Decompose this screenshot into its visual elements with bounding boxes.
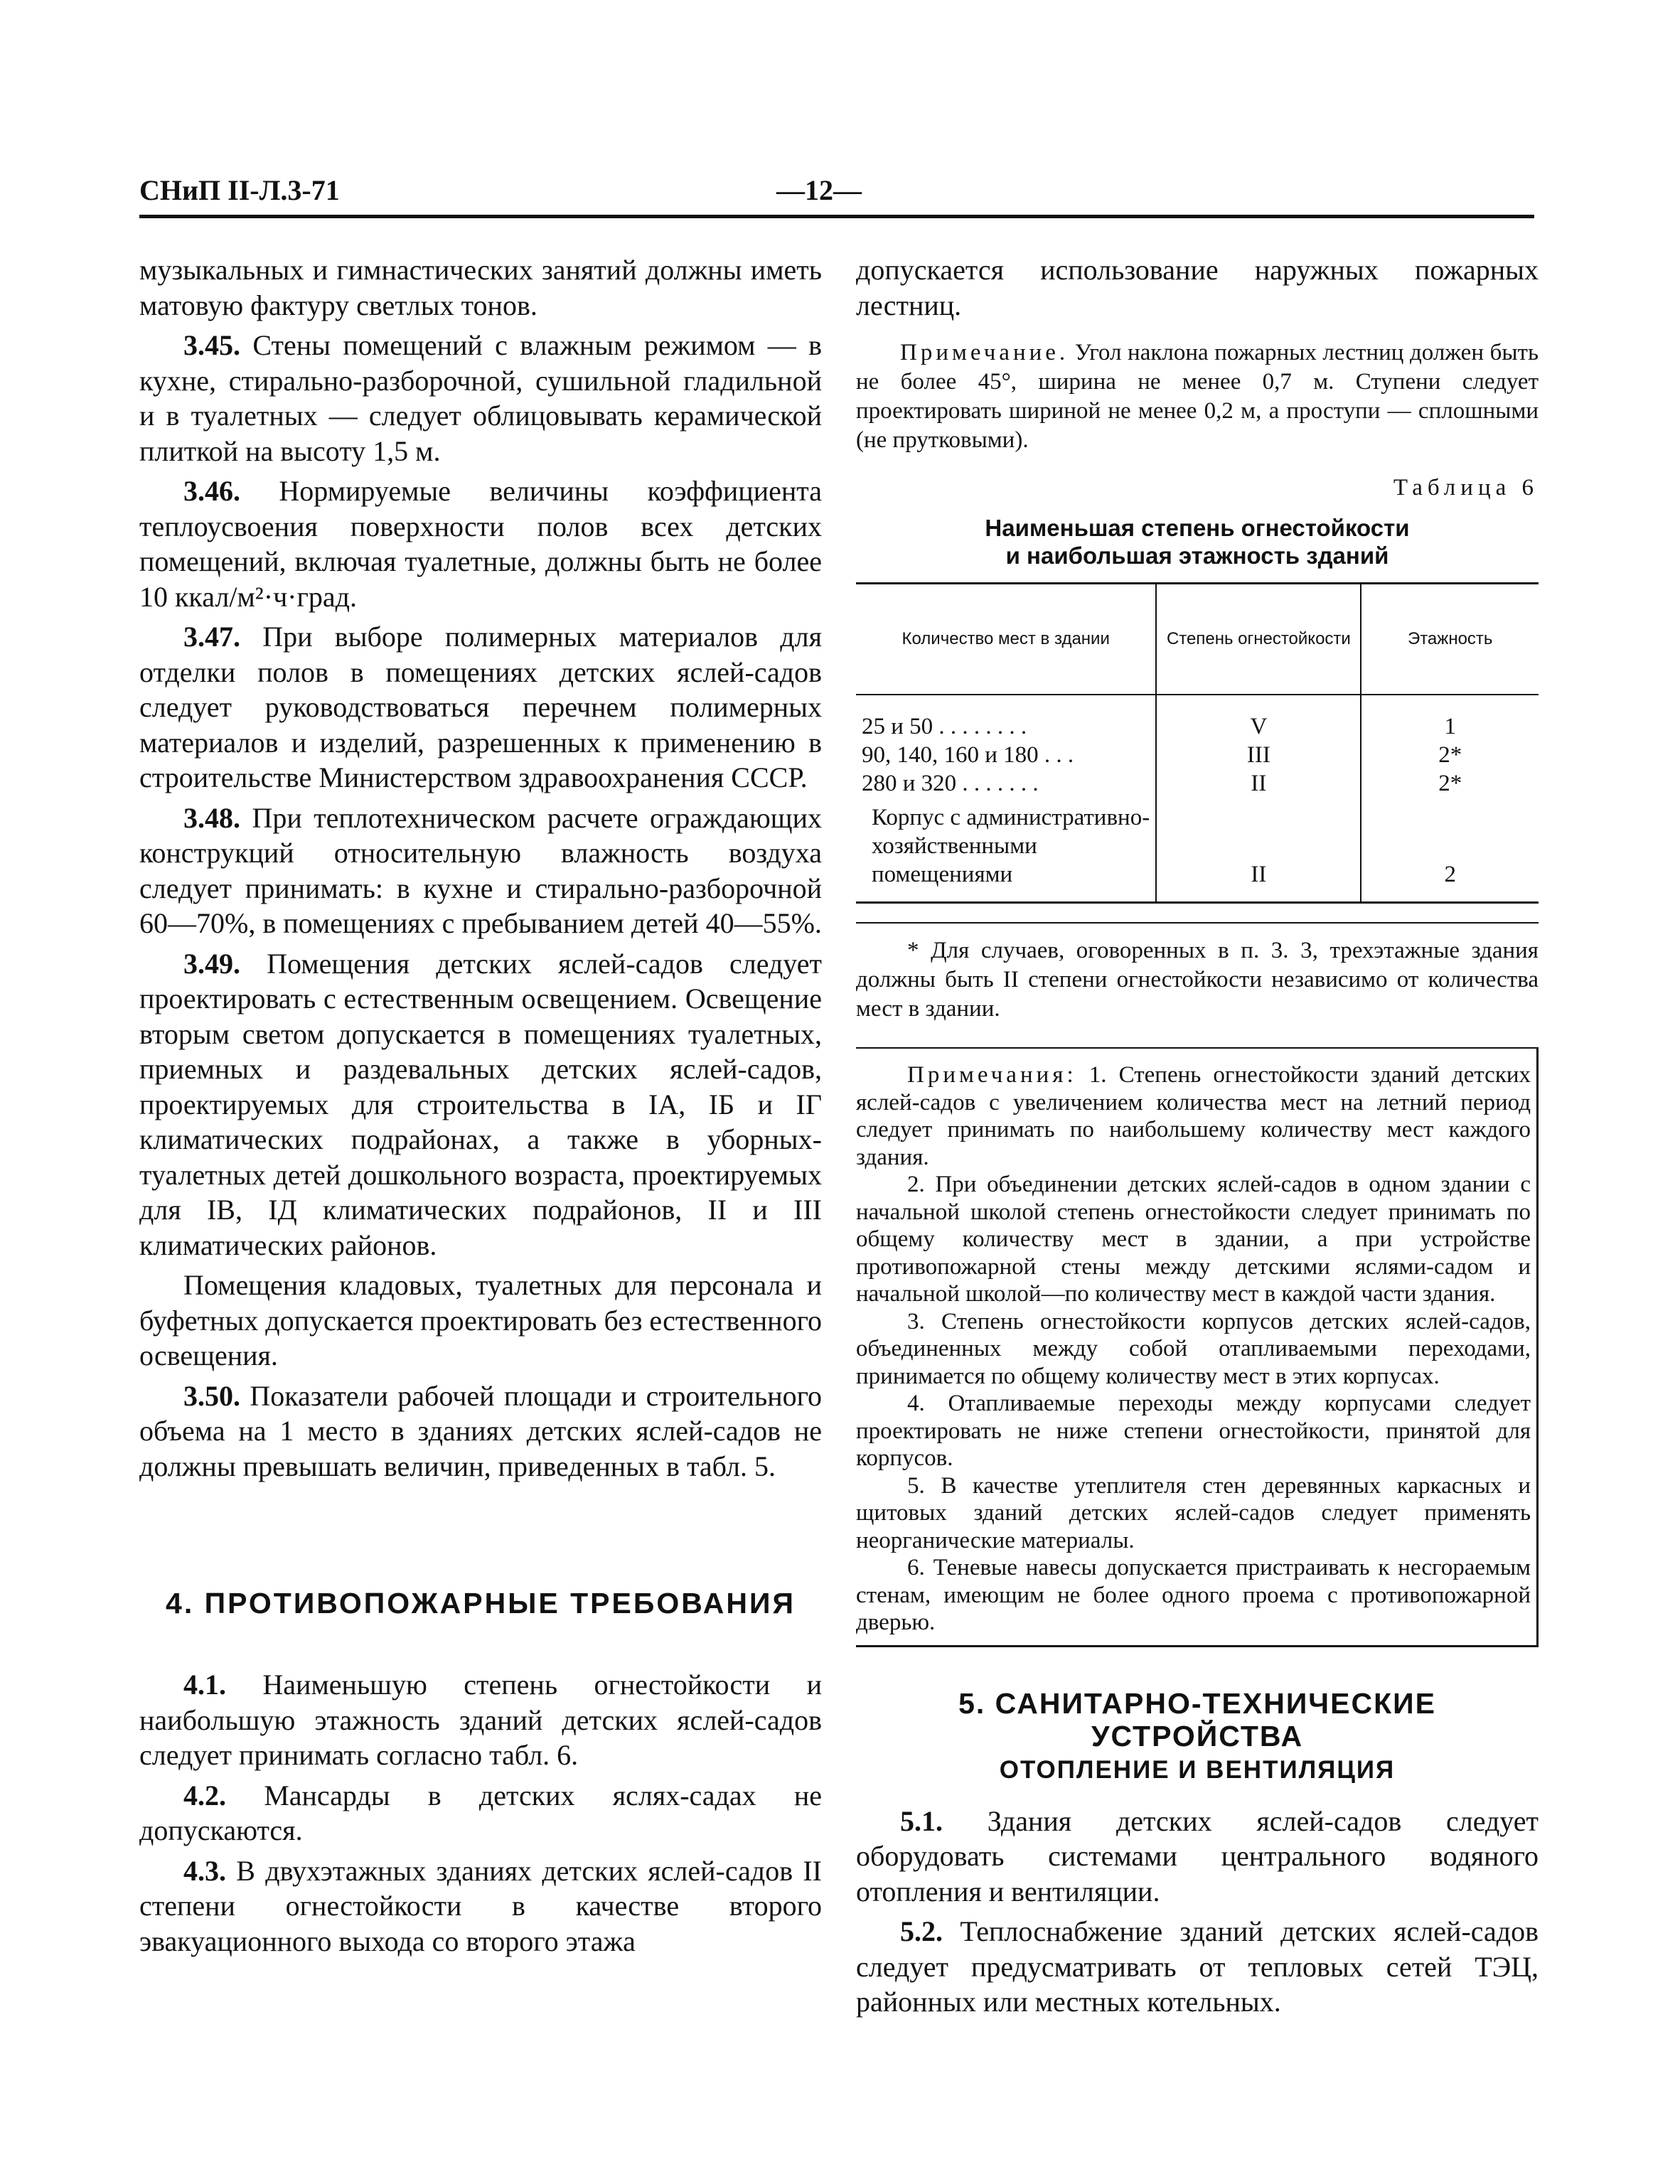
- table-6-label: Таблица 6: [1393, 475, 1539, 500]
- table-cell: Корпус с административно-хозяйственными помещениями: [872, 805, 1150, 887]
- table-cell: 1: [1361, 695, 1539, 741]
- table-row: [856, 741, 1539, 769]
- section-title-line: УСТРОЙСТВА: [1091, 1719, 1304, 1752]
- note-item: 3. Степень огнестойкости корпусов детских яслей-садов, объединенных между собой отапливаемыми переходами, принимается по общему количеству мест в этих корпусах.: [856, 1308, 1531, 1389]
- clause-4-3-continued: допускается использование наружных пожарных лестниц.: [856, 254, 1539, 321]
- clause-text: Помещения детских яслей-садов следует проектировать с естественным освещением. Освещение вторым светом допускается в помещениях туалетных, приемных и раздевальных детских яслей-садов, проектируемых для строительства в IА, IБ и IГ климатических подрайонах, а также в уборных-туалетных детей дошкольного возраста, проектируемых для IВ, IД климатических подрайонов, II и III климатических районов.: [139, 947, 823, 1261]
- clause-text: Нормируемые величины коэффициента теплоусвоения поверхности полов всех детских помещений, включая туалетные, должны быть не более 10 ккал/м²·ч·град.: [139, 475, 823, 613]
- table-cell: V: [1156, 695, 1361, 741]
- section-5-subheading: ОТОПЛЕНИЕ И ВЕНТИЛЯЦИЯ: [999, 1755, 1396, 1784]
- table-cell: II: [1156, 769, 1361, 798]
- table-cell: 90, 140, 160 и 180 . . .: [862, 742, 1074, 768]
- clause-number: 4.3.: [183, 1854, 226, 1887]
- section-5-heading: [856, 1687, 1539, 1752]
- clause-3-50: [139, 1379, 822, 1484]
- fire-resistance-table: [856, 582, 1539, 904]
- clause-number: 3.47.: [183, 621, 240, 653]
- clause-number: 3.49.: [183, 947, 240, 980]
- table-footnote: * Для случаев, оговоренных в п. 3. 3, трехэтажные здания должны быть II степени огнестойкости независимо от количества мест в здании.: [856, 922, 1539, 1024]
- clause-text: Показатели рабочей площади и строительного объема на 1 место в зданиях детских яслей-садов не должны превышать величин, приведенных в табл. 5.: [139, 1379, 823, 1482]
- note-text: 1. Степень огнестойкости зданий детских яслей-садов с увеличением количества мест на летний период следует принимать по наибольшему количеству мест каждого здания.: [856, 1062, 1531, 1170]
- left-column: [139, 252, 822, 1489]
- table-row: [856, 769, 1539, 798]
- notes-label: Примечания:: [907, 1062, 1077, 1088]
- note-item: 5. В качестве утеплителя стен деревянных каркасных и щитовых зданий детских яслей-садов следует применять неорганические материалы.: [856, 1472, 1531, 1553]
- table-6-title: [856, 514, 1539, 569]
- section-title-line: 5. САНИТАРНО-ТЕХНИЧЕСКИЕ: [958, 1686, 1436, 1720]
- clause-number: 4.2.: [183, 1779, 226, 1811]
- table-cell: 25 и 50 . . . . . . . .: [862, 714, 1027, 739]
- column-header: Этажность: [1361, 584, 1539, 695]
- table-header-row: [856, 584, 1539, 695]
- table-title-line: Наименьшая степень огнестойкости: [985, 515, 1410, 541]
- clause-number: 3.50.: [183, 1379, 240, 1412]
- table-title-line: и наибольшая этажность зданий: [1005, 542, 1389, 569]
- document-code: СНиП II-Л.3-71: [139, 174, 340, 206]
- note-item: [856, 1061, 1531, 1171]
- clause-number: 5.2.: [900, 1915, 943, 1947]
- clause-number: 5.1.: [900, 1804, 943, 1837]
- clause-4-2: [139, 1778, 822, 1848]
- table-row: [856, 695, 1539, 741]
- table-cell: II: [1156, 798, 1361, 903]
- table-row: [856, 798, 1539, 903]
- clause-number: 3.48.: [183, 801, 240, 834]
- clause-4-3: [139, 1853, 822, 1959]
- clause-3-49-continued: Помещения кладовых, туалетных для персонала и буфетных допускается проектировать без естественного освещения.: [139, 1269, 822, 1371]
- table-cell: 2: [1361, 798, 1539, 903]
- note-item: 2. При объединении детских яслей-садов в одном здании с начальной школой степень огнестойкости следует принимать по общему количеству мест в здании, а при устройстве противопожарной стены между детскими яслями-садом и начальной школой—по количеству мест в каждой части здания.: [856, 1172, 1531, 1307]
- table-cell: 280 и 320 . . . . . . .: [862, 771, 1039, 796]
- clause-text: Наименьшую степень огнестойкости и наибольшую этажность зданий детских яслей-садов следует принимать согласно табл. 6.: [139, 1669, 822, 1771]
- column-header: Количество мест в здании: [856, 584, 1156, 695]
- table-notes: [856, 1047, 1539, 1647]
- section-4-body: [139, 1667, 822, 1964]
- clause-text: Здания детских яслей-садов следует оборудовать системами центрального водяного отопления и вентиляции.: [856, 1804, 1539, 1907]
- clause-text: В двухэтажных зданиях детских яслей-садов II степени огнестойкости в качестве второго эвакуационного выхода со второго этажа: [139, 1854, 822, 1957]
- clause-number: 3.46.: [183, 475, 240, 507]
- stair-note: [856, 338, 1539, 455]
- clause-number: 4.1.: [183, 1669, 226, 1701]
- clause-4-1: [139, 1667, 822, 1773]
- section-4-heading: 4. ПРОТИВОПОЖАРНЫЕ ТРЕБОВАНИЯ: [166, 1587, 796, 1620]
- clause-number: 3.45.: [183, 329, 240, 361]
- clause-3-48: [139, 801, 822, 941]
- right-column: [856, 252, 1539, 2025]
- clause-3-46: [139, 473, 822, 614]
- column-header: Степень огнестойкости: [1156, 584, 1361, 695]
- clause-text: При теплотехническом расчете ограждающих конструкций относительную влажность воздуха следует принимать: в кухне и стирально-разборочной 60—70%, в помещениях с пребыванием детей 40—55%.: [139, 801, 823, 939]
- clause-text: Стены помещений с влажным режимом — в кухне, стирально-разборочной, сушильной гладильной и в туалетных — следует облицовывать керамической плиткой на высоту 1,5 м.: [139, 329, 823, 467]
- clause-text: При выборе полимерных материалов для отделки полов в помещениях детских яслей-садов следует руководствоваться перечнем полимерных материалов и изделий, разрешенных к применению в строительстве Министерством здравоохранения СССР.: [139, 621, 822, 793]
- header-rule: [139, 215, 1534, 218]
- clause-text: Мансарды в детских яслях-садах не допускаются.: [139, 1779, 822, 1846]
- clause-5-2: [856, 1914, 1539, 2020]
- note-item: 6. Теневые навесы допускается пристраивать к несгораемым стенам, имеющим не более одного проема с противопожарной дверью.: [856, 1555, 1531, 1635]
- paragraph-continued: музыкальных и гимнастических занятий должны иметь матовую фактуру светлых тонов.: [139, 254, 822, 321]
- clause-3-47: [139, 619, 822, 796]
- table-cell: 2*: [1361, 741, 1539, 769]
- clause-text: Теплоснабжение зданий детских яслей-садов следует предусматривать от тепловых сетей ТЭЦ, районных или местных котельных.: [856, 1915, 1539, 2018]
- table-cell: 2*: [1361, 769, 1539, 798]
- note-label: Примечание.: [900, 340, 1069, 365]
- page-number: —12—: [776, 174, 862, 206]
- clause-3-45: [139, 328, 822, 469]
- note-item: 4. Отапливаемые переходы между корпусами следует проектировать не ниже степени огнестойкости, принятой для корпусов.: [856, 1391, 1531, 1471]
- clause-5-1: [856, 1804, 1539, 1910]
- table-cell: III: [1156, 741, 1361, 769]
- clause-3-49: [139, 946, 822, 1263]
- note-text: Угол наклона пожарных лестниц должен быть не более 45°, ширина не менее 0,7 м. Ступени следует проектировать шириной не менее 0,2 м, а проступи — сплошными (не прутковыми).: [856, 340, 1539, 453]
